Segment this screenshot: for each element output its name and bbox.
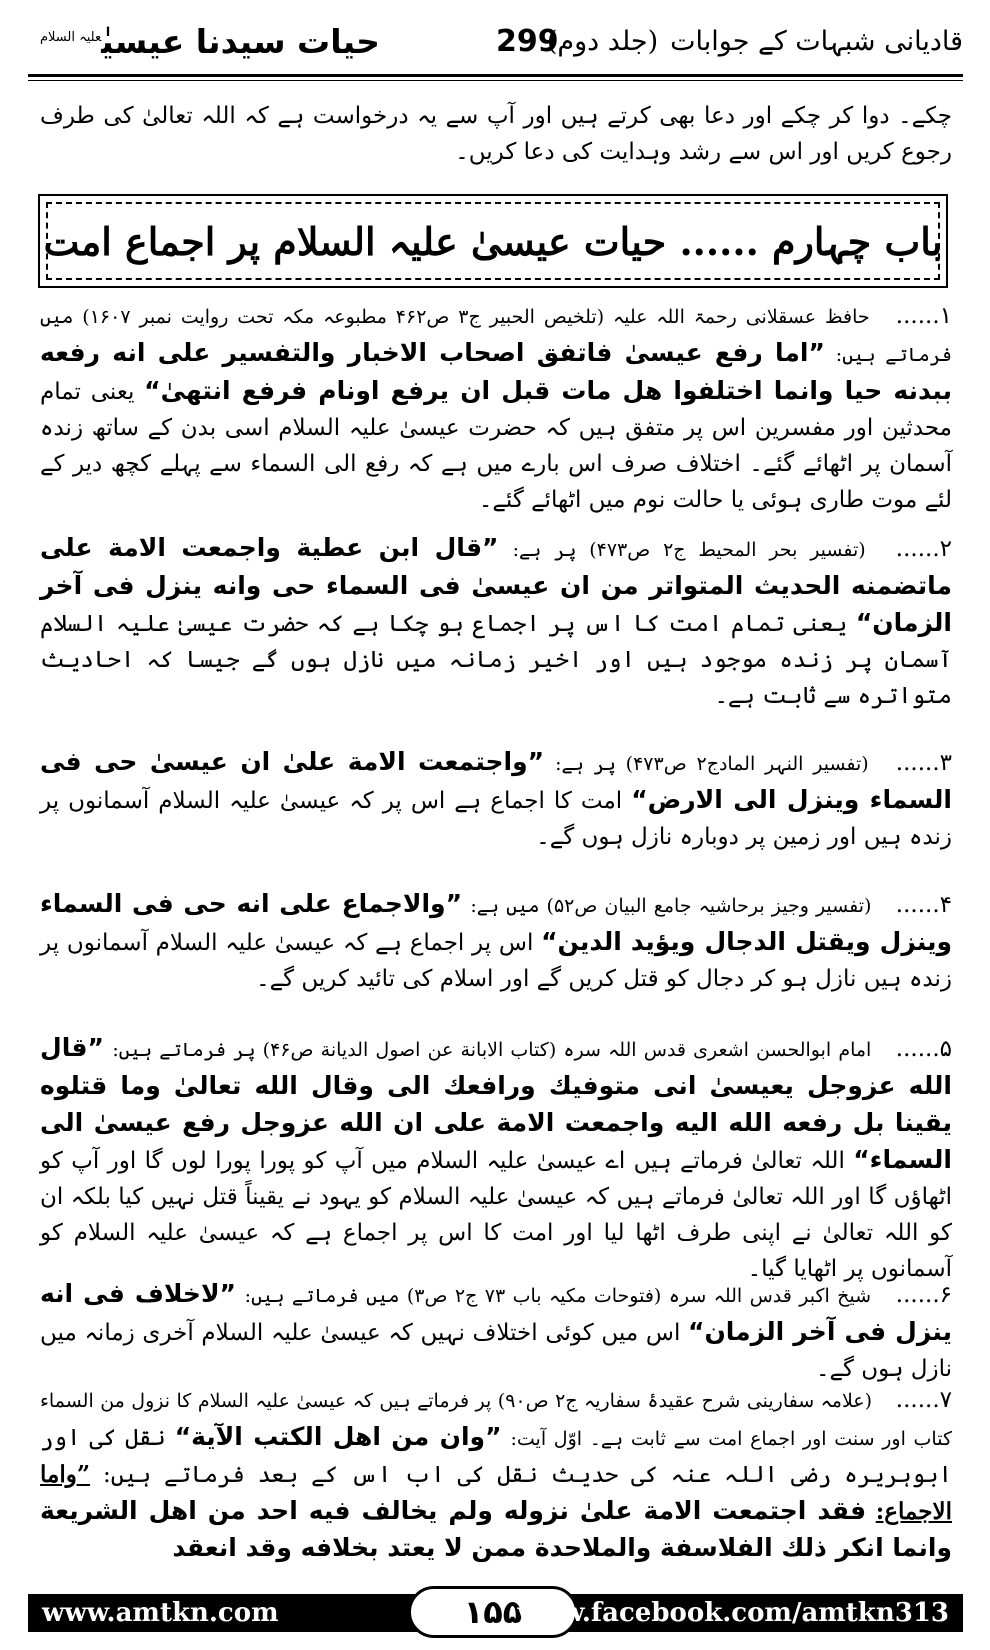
arabic-quote: ”واجتمعت الامة علیٰ ان عیسیٰ حی فی السماء وینزل الی الارض“ bbox=[40, 747, 953, 814]
header-rule-thin bbox=[28, 80, 963, 81]
item-lead: (تفسیر النہر المادج۲ ص۴۷۳) پر ہے: bbox=[555, 753, 869, 775]
header-rule bbox=[28, 74, 963, 77]
urdu-translation: نقل کی اور ابوہریرہ رضی اللہ عنہ کی حدیث نقل کی اب اس کے بعد فرماتے ہیں: bbox=[40, 1425, 953, 1488]
section-title: حیات سیدنا عیسیٰ bbox=[101, 22, 380, 61]
chapter-banner bbox=[38, 194, 948, 288]
item-number: ۱...... bbox=[895, 303, 953, 329]
arabic-quote: ”اما رفع عیسیٰ فاتفق اصحاب الاخبار والتفسیر علی انه رفعه ببدنه حیا وانما اختلفوا هل مات قبل ان یرفع اونام فرفع انتهیٰ“ bbox=[40, 338, 952, 405]
item-number: ۶...... bbox=[895, 1282, 952, 1308]
honorific: علیہ السلام bbox=[40, 30, 102, 45]
ijma-label: ”واما الاجماع: bbox=[40, 1461, 952, 1525]
arabic-quote: ”وان من اهل الکتب الآیة“ bbox=[174, 1422, 502, 1451]
item-lead: امام ابوالحسن اشعری قدس اللہ سرہ (کتاب الابانة عن اصول الدیانة ص۴۶) پر فرماتے ہیں: bbox=[112, 1039, 872, 1061]
arabic-quote: ”لاخلاف فی انه ینزل فی آخر الزمان“ bbox=[40, 1279, 953, 1346]
facebook-link[interactable]: www.facebook.com/amtkn313 bbox=[517, 1598, 949, 1628]
urdu-translation: یعنی تمام امت کا اس پر اجماع ہو چکا ہے کہ حضرت عیسیٰ علیہ السلام آسمان پر زندہ موجود ہیں اور اخیر زمانہ میں نازل ہوں گے جیسا کہ احادیث متواترہ سے ثابت ہے۔ bbox=[40, 611, 952, 709]
item-5 bbox=[40, 1030, 952, 1287]
item-6 bbox=[40, 1276, 952, 1387]
arabic-quote: ”والاجماع علی انه حی فی السماء وینزل ویقتل الدجال ویؤید الدین“ bbox=[40, 889, 953, 956]
item-lead: (علامہ سفارینی شرح عقیدۂ سفاریہ ج۲ ص۹۰) پر فرماتے ہیں کہ عیسیٰ علیہ السلام کا نزول من السماء کتاب اور سنت اور اجماع امت سے ثابت ہے۔ اوّل آیت: bbox=[40, 1390, 953, 1450]
item-number: ۵...... bbox=[895, 1036, 953, 1062]
item-2 bbox=[40, 530, 952, 714]
item-4 bbox=[40, 886, 952, 997]
footer-page-number: ۱۵۵ bbox=[408, 1586, 578, 1638]
book-title: قادیانی شبہات کے جوابات bbox=[670, 26, 963, 57]
urdu-translation: اللہ تعالیٰ فرماتے ہیں اے عیسیٰ علیہ السلام میں آپ کو پورا پورا لوں گا اور آپ کو اٹھاؤں گا اور اللہ تعالیٰ فرماتے ہیں کہ عیسیٰ علیہ السلام کو یہود نے یقیناً قتل نہیں کیا بلکہ ان کو اللہ تعالیٰ نے اپنی طرف اٹھا لیا اور امت کا اس پر اجماع ہے کہ عیسیٰ علیہ السلام کو آسمانوں پر اٹھایا گیا۔ bbox=[40, 1148, 952, 1282]
item-number: ۳...... bbox=[895, 750, 953, 776]
item-7 bbox=[40, 1382, 952, 1567]
item-1 bbox=[40, 298, 952, 518]
chapter-banner-inner bbox=[43, 202, 943, 280]
chapter-title: باب چہارم ...... حیات عیسیٰ علیہ السلام پر اجماع امت bbox=[43, 218, 943, 264]
header-section-title bbox=[36, 22, 380, 61]
website-link[interactable]: www.amtkn.com bbox=[42, 1598, 279, 1628]
item-lead: شیخ اکبر قدس اللہ سرہ (فتوحات مکیہ باب ۷۳ ج۲ ص۳) میں فرماتے ہیں: bbox=[244, 1285, 872, 1307]
arabic-quote: ”قال الله عزوجل یعیسیٰ انی متوفیك ورافعك الی وقال الله تعالیٰ وما قتلوه یقینا بل رفعه الله الیه واجمعت الامة علی ان الله عزوجل رفع عیسیٰ الی السماء“ bbox=[40, 1033, 952, 1174]
intro-paragraph: چکے۔ دوا کر چکے اور دعا بھی کرتے ہیں اور آپ سے یہ درخواست ہے کہ اللہ تعالیٰ کی طرف رجوع کریں اور اس سے رشد وہدایت کی دعا کریں۔ bbox=[40, 103, 952, 165]
volume-label: (جلد دوم) bbox=[546, 26, 659, 57]
page-header bbox=[28, 22, 963, 70]
item-number: ۴...... bbox=[895, 892, 953, 918]
arabic-quote: ”قال ابن عطیة واجمعت الامة علی ماتضمنه الحدیث المتواتر من ان عیسیٰ فی السماء حی وانه ینزل فی آخر الزمان“ bbox=[40, 533, 952, 637]
urdu-translation: امت کا اجماع ہے اس پر کہ عیسیٰ علیہ السلام آسمانوں پر زندہ ہیں اور زمین پر دوبارہ نازل ہوں گے۔ bbox=[40, 788, 952, 850]
urdu-translation: یعنی تمام محدثین اور مفسرین اس پر متفق ہیں کہ حضرت عیسیٰ علیہ السلام اسی بدن کے ساتھ زندہ آسمان پر اٹھائے گئے۔ اختلاف صرف اس بارے میں ہے کہ رفع الی السماء سے پہلے کچھ دیر کے لئے موت طاری ہوئی یا حالت نوم میں اٹھائے گئے۔ bbox=[40, 379, 952, 513]
header-page-number: 299 bbox=[496, 24, 559, 59]
arabic-quote-tail: فقد اجتمعت الامة علیٰ نزوله ولم یخالف فیه احد من اهل الشریعة وانما انکر ذلك الفلاسفة والملاحدة ممن لا یعتد بخلافه وقد انعقد bbox=[40, 1496, 952, 1562]
page-footer bbox=[28, 1594, 963, 1632]
item-lead: (تفسیر وجیز برحاشیہ جامع البیان ص۵۲) میں ہے: bbox=[470, 895, 872, 917]
header-book-title bbox=[547, 26, 963, 57]
item-number: ۷...... bbox=[895, 1387, 953, 1413]
item-lead: حافظ عسقلانی رحمۃ اللہ علیہ (تلخیص الحبیر ج۳ ص۴۶۲ مطبوعہ مکہ تحت روایت نمبر ۱۶۰۷) میں فرماتے ہیں: bbox=[40, 306, 953, 366]
item-number: ۲...... bbox=[895, 536, 953, 562]
item-3 bbox=[40, 744, 952, 855]
urdu-translation: اس پر اجماع ہے کہ عیسیٰ علیہ السلام آسمانوں پر زندہ ہیں نازل ہو کر دجال کو قتل کریں گے اور اسلام کی تائید کریں گے۔ bbox=[40, 930, 952, 992]
item-lead: (تفسیر بحر المحیط ج۲ ص۴۷۳) پر ہے: bbox=[512, 539, 866, 561]
urdu-translation: اس میں کوئی اختلاف نہیں کہ عیسیٰ علیہ السلام آخری زمانہ میں نازل ہوں گے۔ bbox=[40, 1320, 952, 1382]
